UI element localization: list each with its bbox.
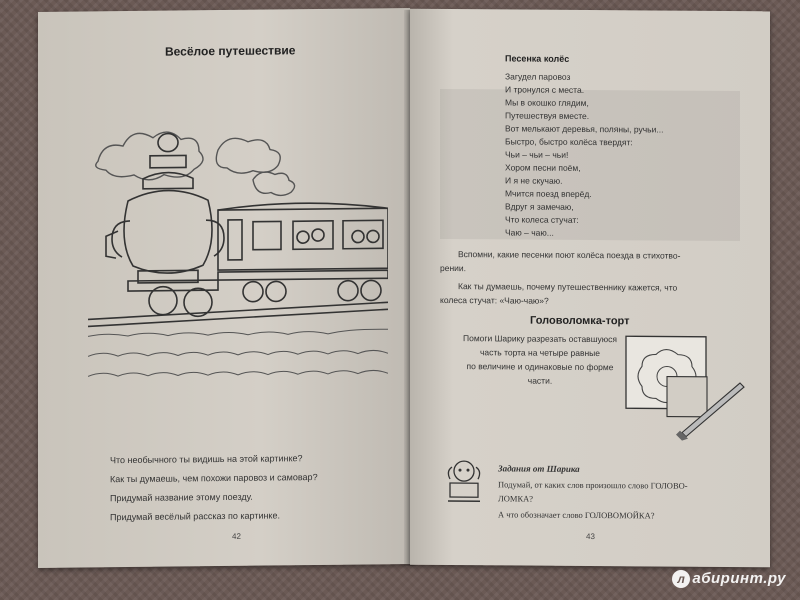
puzzle-text-line: по величине и одинаковые по форме <box>466 361 614 373</box>
poem-line: Мы в окошко глядим, <box>505 97 589 108</box>
song-title: Песенка колёс <box>505 53 570 64</box>
poem-line: И я не скучаю. <box>505 175 563 186</box>
tasks-line: А что обозначает слово ГОЛОВОМОЙКА? <box>498 509 655 521</box>
left-page <box>38 8 410 568</box>
poem-line: Мчится поезд вперёд. <box>505 188 592 200</box>
tasks-title: Задания от Шарика <box>498 463 580 474</box>
watermark-text: абиринт.ру <box>692 570 786 587</box>
task-line: Вспомни, какие песенки поют колёса поезда в стихотво- <box>458 249 681 261</box>
poem-line: Вдруг я замечаю, <box>505 201 574 212</box>
poem-background-pattern <box>440 89 740 241</box>
task-line: колеса стучат: «Чаю-чаю»? <box>440 294 549 306</box>
puzzle-text <box>455 331 625 388</box>
tasks-line: ЛОМКА? <box>498 493 534 504</box>
cake-puzzle-illustration <box>622 332 746 441</box>
poem-line: И тронулся с места. <box>505 84 585 95</box>
poem-line: Вот мелькают деревья, поляны, ручьи... <box>505 123 664 135</box>
page-title: Весёлое путешествие <box>165 43 296 59</box>
question-4: Придумай весёлый рассказ по картинке. <box>110 510 280 523</box>
watermark <box>672 570 786 588</box>
task-line: рении. <box>440 262 467 274</box>
puzzle-text-line: части. <box>527 375 553 386</box>
poem-line: Чьи – чьи – чьи! <box>505 149 569 160</box>
page-number: 43 <box>586 531 595 542</box>
poem-line: Путешествуя вместе. <box>505 110 590 121</box>
page-number: 42 <box>232 531 241 541</box>
question-1: Что необычного ты видишь на этой картинке? <box>110 453 303 466</box>
question-2: Как ты думаешь, чем похожи паровоз и самовар? <box>110 472 318 485</box>
poem-line: Хором песни поём, <box>505 162 581 173</box>
right-page <box>410 9 770 568</box>
train-samovar-illustration <box>88 118 388 421</box>
poem-line: Загудел паровоз <box>505 71 571 82</box>
puzzle-text-line: Помоги Шарику разрезать оставшуюся часть торта на четыре равные <box>463 333 617 359</box>
poem-line: Что колеса стучат: <box>505 214 579 225</box>
tasks-line: Подумай, от каких слов произошло слово ГОЛОВО- <box>498 479 688 491</box>
puzzle-title: Головоломка-торт <box>530 314 630 328</box>
dog-sharik-icon <box>444 457 484 507</box>
task-line: Как ты думаешь, почему путешественнику кажется, что <box>458 281 678 293</box>
poem-line: Чаю – чаю... <box>505 227 554 238</box>
question-3: Придумай название этому поезду. <box>110 491 253 504</box>
poem-line: Быстро, быстро колёса твердят: <box>505 136 633 148</box>
open-book <box>38 10 770 566</box>
labirint-logo-icon: л <box>672 570 690 588</box>
